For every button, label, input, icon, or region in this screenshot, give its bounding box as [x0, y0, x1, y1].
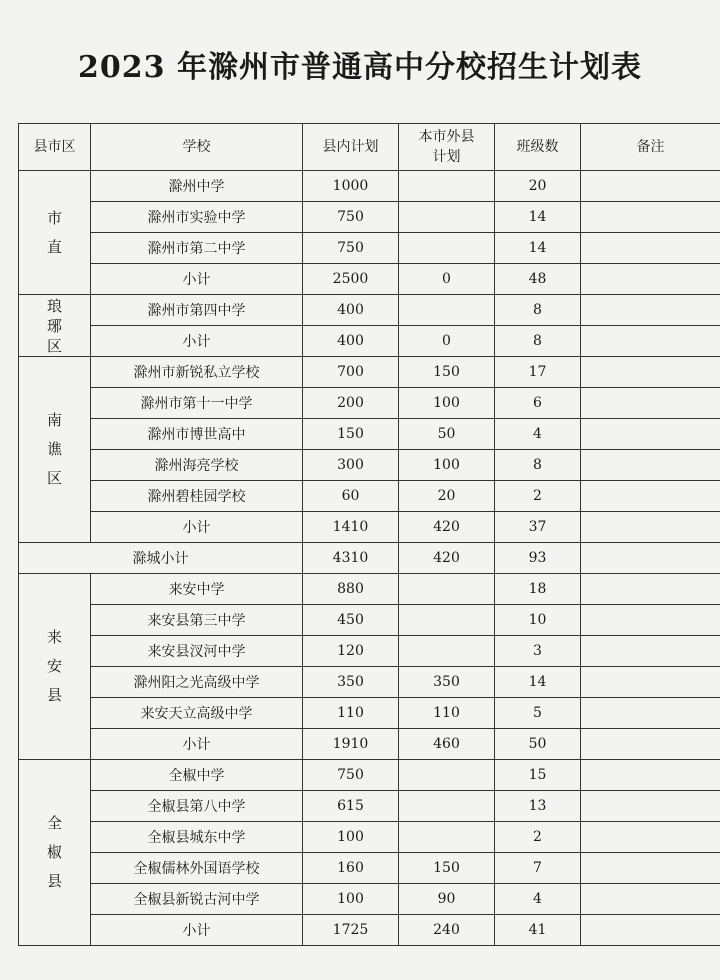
header-school: 学校	[91, 124, 303, 171]
out-county-cell	[399, 295, 495, 326]
classes-cell: 3	[495, 636, 581, 667]
classes-cell: 4	[495, 419, 581, 450]
school-cell: 来安县第三中学	[91, 605, 303, 636]
classes-cell: 8	[495, 295, 581, 326]
remarks-cell	[581, 667, 720, 698]
remarks-cell	[581, 171, 720, 202]
in-county-cell: 120	[303, 636, 399, 667]
table-row	[19, 233, 720, 264]
header-remarks: 备注	[581, 124, 720, 171]
out-county-cell	[399, 202, 495, 233]
table-row	[19, 605, 720, 636]
out-county-cell: 350	[399, 667, 495, 698]
out-county-cell: 90	[399, 884, 495, 915]
school-cell: 全椒县新锐古河中学	[91, 884, 303, 915]
table-row	[19, 171, 720, 202]
in-county-cell: 750	[303, 760, 399, 791]
subtotal-out-county: 240	[399, 915, 495, 946]
subtotal-classes: 48	[495, 264, 581, 295]
district-label: 琅琊区	[47, 296, 63, 355]
in-county-cell: 750	[303, 233, 399, 264]
school-cell: 全椒县城东中学	[91, 822, 303, 853]
subtotal-in-county: 1725	[303, 915, 399, 946]
classes-cell: 10	[495, 605, 581, 636]
in-county-cell: 150	[303, 419, 399, 450]
in-county-cell: 700	[303, 357, 399, 388]
header-classes: 班级数	[495, 124, 581, 171]
in-county-cell: 400	[303, 295, 399, 326]
classes-cell: 5	[495, 698, 581, 729]
district-label: 来安县	[47, 628, 63, 704]
remarks-cell	[581, 326, 720, 357]
classes-cell: 8	[495, 450, 581, 481]
out-county-cell: 50	[399, 419, 495, 450]
table-row	[19, 822, 720, 853]
out-county-cell	[399, 822, 495, 853]
table-row	[19, 636, 720, 667]
chucheng-total-in-county: 4310	[303, 543, 399, 574]
classes-cell: 14	[495, 233, 581, 264]
district-label: 市直	[47, 208, 63, 256]
out-county-cell	[399, 760, 495, 791]
classes-cell: 2	[495, 822, 581, 853]
school-cell: 滁州海亮学校	[91, 450, 303, 481]
remarks-cell	[581, 760, 720, 791]
table-row	[19, 698, 720, 729]
district-cell-langya	[19, 295, 91, 357]
remarks-cell	[581, 574, 720, 605]
school-cell: 全椒县第八中学	[91, 791, 303, 822]
remarks-cell	[581, 419, 720, 450]
out-county-cell: 150	[399, 853, 495, 884]
remarks-cell	[581, 884, 720, 915]
subtotal-row	[19, 512, 720, 543]
remarks-cell	[581, 481, 720, 512]
remarks-cell	[581, 543, 720, 574]
in-county-cell: 1000	[303, 171, 399, 202]
table-header-row	[19, 124, 720, 171]
table-row	[19, 419, 720, 450]
out-county-cell	[399, 171, 495, 202]
remarks-cell	[581, 512, 720, 543]
remarks-cell	[581, 822, 720, 853]
school-cell: 滁州市博世高中	[91, 419, 303, 450]
header-district: 县市区	[19, 124, 91, 171]
out-county-cell	[399, 574, 495, 605]
in-county-cell: 750	[303, 202, 399, 233]
out-county-cell: 100	[399, 388, 495, 419]
subtotal-classes: 50	[495, 729, 581, 760]
classes-cell: 17	[495, 357, 581, 388]
district-label: 南谯区	[47, 411, 63, 487]
remarks-cell	[581, 636, 720, 667]
school-cell: 来安天立高级中学	[91, 698, 303, 729]
school-cell: 全椒中学	[91, 760, 303, 791]
subtotal-label: 小计	[91, 512, 303, 543]
remarks-cell	[581, 853, 720, 884]
in-county-cell: 350	[303, 667, 399, 698]
page-title: 2023 年滁州市普通高中分校招生计划表	[78, 50, 642, 85]
remarks-cell	[581, 264, 720, 295]
subtotal-out-county: 420	[399, 512, 495, 543]
in-county-cell: 200	[303, 388, 399, 419]
district-label: 全椒县	[47, 814, 63, 890]
classes-cell: 6	[495, 388, 581, 419]
out-county-cell	[399, 605, 495, 636]
classes-cell: 4	[495, 884, 581, 915]
table-row	[19, 295, 720, 326]
remarks-cell	[581, 791, 720, 822]
chucheng-total-out-county: 420	[399, 543, 495, 574]
in-county-cell: 60	[303, 481, 399, 512]
remarks-cell	[581, 388, 720, 419]
in-county-cell: 160	[303, 853, 399, 884]
header-in-county-plan: 县内计划	[303, 124, 399, 171]
chucheng-total-row	[19, 543, 720, 574]
table-row	[19, 202, 720, 233]
district-cell-quanjiao	[19, 760, 91, 946]
district-cell-shizhi	[19, 171, 91, 295]
out-county-cell	[399, 233, 495, 264]
remarks-cell	[581, 233, 720, 264]
district-cell-nanqiao	[19, 357, 91, 543]
out-county-cell: 150	[399, 357, 495, 388]
table-row	[19, 574, 720, 605]
table-row	[19, 853, 720, 884]
school-cell: 来安中学	[91, 574, 303, 605]
table-row	[19, 357, 720, 388]
school-cell: 滁州市新锐私立学校	[91, 357, 303, 388]
in-county-cell: 300	[303, 450, 399, 481]
school-cell: 来安县汊河中学	[91, 636, 303, 667]
classes-cell: 15	[495, 760, 581, 791]
remarks-cell	[581, 698, 720, 729]
table-row	[19, 388, 720, 419]
in-county-cell: 880	[303, 574, 399, 605]
subtotal-row	[19, 264, 720, 295]
classes-cell: 14	[495, 202, 581, 233]
remarks-cell	[581, 295, 720, 326]
chucheng-total-classes: 93	[495, 543, 581, 574]
remarks-cell	[581, 357, 720, 388]
chucheng-total-label: 滁城小计	[19, 543, 303, 574]
subtotal-in-county: 1410	[303, 512, 399, 543]
out-county-cell: 20	[399, 481, 495, 512]
classes-cell: 18	[495, 574, 581, 605]
in-county-cell: 450	[303, 605, 399, 636]
table-row	[19, 481, 720, 512]
subtotal-out-county: 0	[399, 326, 495, 357]
out-county-cell: 100	[399, 450, 495, 481]
subtotal-classes: 8	[495, 326, 581, 357]
subtotal-label: 小计	[91, 326, 303, 357]
subtotal-row	[19, 326, 720, 357]
in-county-cell: 100	[303, 884, 399, 915]
in-county-cell: 110	[303, 698, 399, 729]
out-county-cell: 110	[399, 698, 495, 729]
school-cell: 滁州中学	[91, 171, 303, 202]
header-out-county-text: 本市外县计划	[418, 129, 475, 165]
subtotal-row	[19, 915, 720, 946]
school-cell: 全椒儒林外国语学校	[91, 853, 303, 884]
subtotal-label: 小计	[91, 915, 303, 946]
classes-cell: 13	[495, 791, 581, 822]
subtotal-label: 小计	[91, 729, 303, 760]
remarks-cell	[581, 450, 720, 481]
district-cell-laian	[19, 574, 91, 760]
in-county-cell: 100	[303, 822, 399, 853]
out-county-cell	[399, 636, 495, 667]
subtotal-classes: 41	[495, 915, 581, 946]
out-county-cell	[399, 791, 495, 822]
subtotal-row	[19, 729, 720, 760]
school-cell: 滁州碧桂园学校	[91, 481, 303, 512]
table-row	[19, 791, 720, 822]
remarks-cell	[581, 729, 720, 760]
enrollment-plan-table	[18, 123, 720, 946]
school-cell: 滁州市第四中学	[91, 295, 303, 326]
remarks-cell	[581, 915, 720, 946]
table-row	[19, 450, 720, 481]
school-cell: 滁州阳之光高级中学	[91, 667, 303, 698]
header-out-county-plan	[399, 124, 495, 171]
subtotal-out-county: 460	[399, 729, 495, 760]
subtotal-classes: 37	[495, 512, 581, 543]
school-cell: 滁州市第十一中学	[91, 388, 303, 419]
table-row	[19, 667, 720, 698]
subtotal-in-county: 1910	[303, 729, 399, 760]
classes-cell: 7	[495, 853, 581, 884]
subtotal-in-county: 400	[303, 326, 399, 357]
school-cell: 滁州市实验中学	[91, 202, 303, 233]
school-cell: 滁州市第二中学	[91, 233, 303, 264]
subtotal-in-county: 2500	[303, 264, 399, 295]
table-row	[19, 884, 720, 915]
table-row	[19, 760, 720, 791]
in-county-cell: 615	[303, 791, 399, 822]
subtotal-label: 小计	[91, 264, 303, 295]
classes-cell: 2	[495, 481, 581, 512]
classes-cell: 20	[495, 171, 581, 202]
remarks-cell	[581, 202, 720, 233]
classes-cell: 14	[495, 667, 581, 698]
subtotal-out-county: 0	[399, 264, 495, 295]
remarks-cell	[581, 605, 720, 636]
